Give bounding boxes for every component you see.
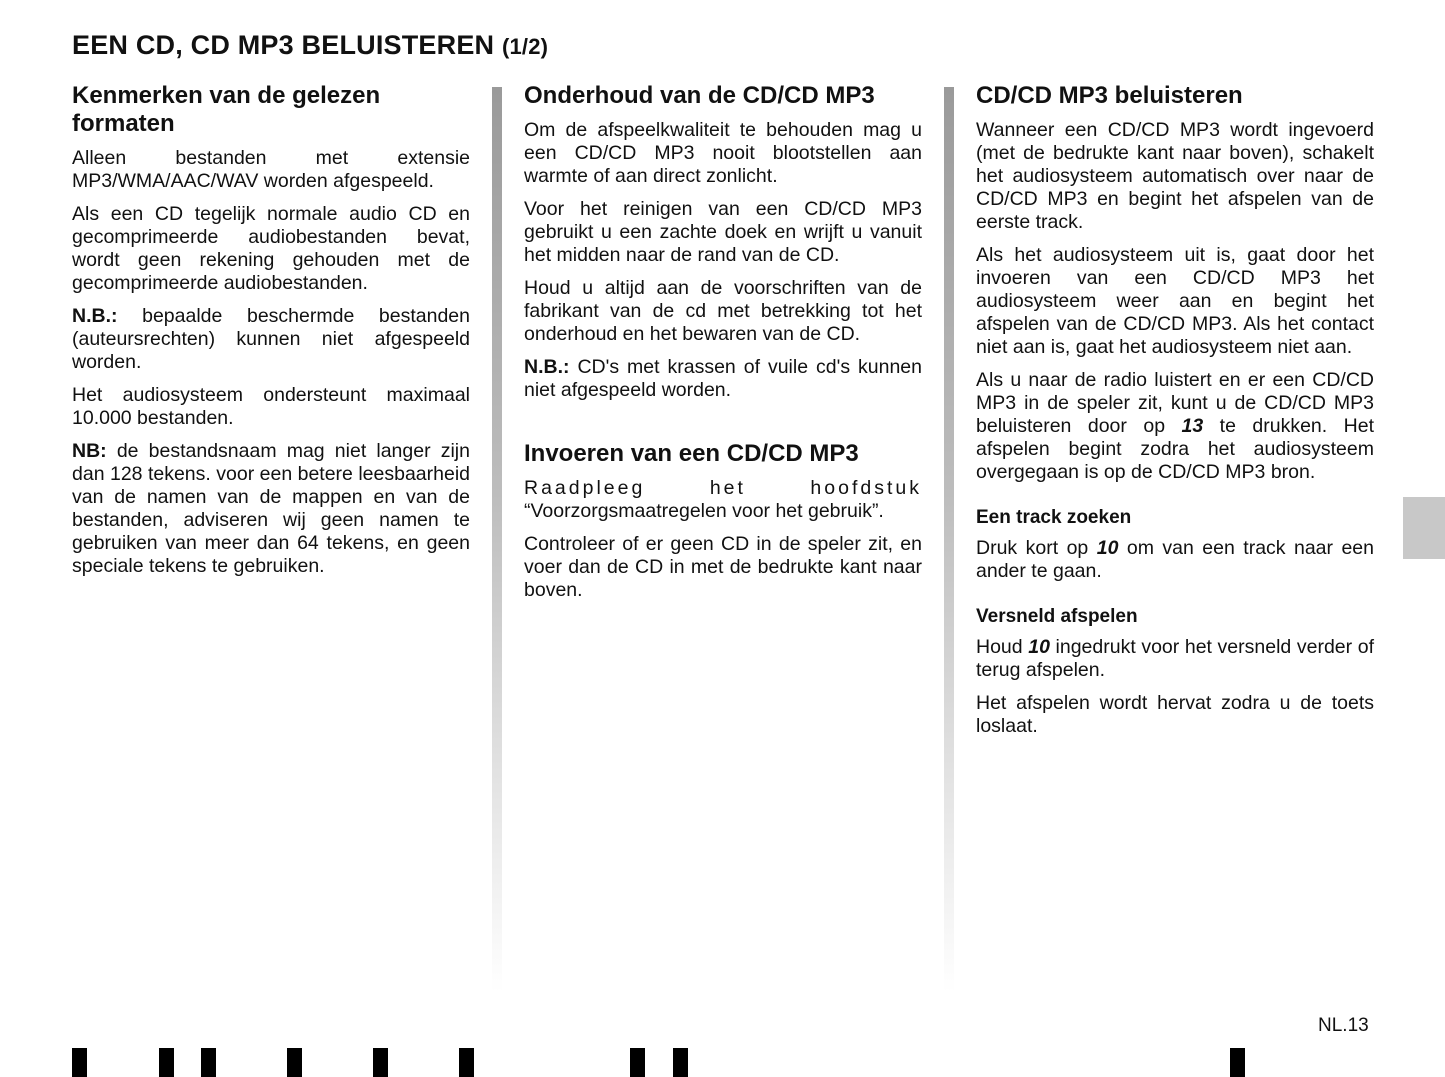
key-reference-10: 10: [1096, 537, 1119, 559]
formats-paragraph-1: Alleen bestanden met extensie MP3/WMA/AAC/WAV worden afgespeeld.: [72, 147, 470, 192]
subheading-search-track: Een track zoeken: [976, 507, 1132, 528]
print-mark: [287, 1048, 302, 1077]
column-maintenance: [524, 82, 922, 612]
formats-note-protected: [72, 305, 470, 374]
formats-paragraph-2: Als een CD tegelijk normale audio CD en gecomprimeerde audiobestanden bevat, wordt geen rekening gehouden met de gecomprimeerde audiobestanden.: [72, 203, 470, 294]
page-title: [72, 30, 548, 61]
text-segment: Houd: [976, 636, 1029, 658]
heading-insert: Invoeren van een CD/CD MP3: [524, 440, 859, 467]
insert-paragraph-2: Controleer of er geen CD in de speler zit, en voer dan de CD in met de bedrukte kant naar boven.: [524, 533, 922, 601]
print-mark: [159, 1048, 174, 1077]
maintenance-paragraph-3: Houd u altijd aan de voorschriften van de fabrikant van de cd met betrekking tot het onderhoud en het bewaren van de CD.: [524, 277, 922, 345]
print-mark: [673, 1048, 688, 1077]
maintenance-paragraph-2: Voor het reinigen van een CD/CD MP3 gebruikt u een zachte doek en wrijft u vanuit het midden naar de rand van de CD.: [524, 198, 922, 266]
search-track-paragraph: [976, 537, 1374, 583]
insert-line-2: “Voorzorgsmaatregelen voor het gebruik”.: [524, 500, 884, 522]
note-label: NB:: [72, 440, 107, 462]
title-part: (1/2): [501, 34, 549, 59]
key-reference-13: 13: [1181, 415, 1204, 437]
chapter-tab: [1403, 497, 1445, 559]
note-text: bepaalde beschermde bestanden (auteursrechten) kunnen niet afgespeeld worden.: [72, 305, 470, 373]
print-mark: [72, 1048, 87, 1077]
insert-line-1: Raadpleeg het hoofdstuk: [524, 477, 922, 499]
maintenance-paragraph-1: Om de afspeelkwaliteit te behouden mag u een CD/CD MP3 nooit blootstellen aan warmte of aan direct zonlicht.: [524, 119, 922, 187]
text-segment: om van een track naar een ander te gaan.: [976, 537, 1374, 582]
formats-note-filename: [72, 440, 470, 578]
column-divider-right: [944, 87, 954, 992]
heading-maintenance: Onderhoud van de CD/CD MP3: [524, 82, 875, 109]
listening-paragraph-1: Wanneer een CD/CD MP3 wordt ingevoerd (met de bedrukte kant naar boven), schakelt het audiosysteem automatisch over naar de CD/CD MP3 en begint het afspelen van de eerste track.: [976, 119, 1374, 233]
formats-paragraph-4: Het audiosysteem ondersteunt maximaal 10.000 bestanden.: [72, 384, 470, 429]
note-label: N.B.:: [524, 356, 570, 378]
print-mark: [1230, 1048, 1245, 1077]
insert-paragraph-1: [524, 477, 922, 523]
listening-paragraph-3: [976, 369, 1374, 484]
key-reference-10: 10: [1028, 636, 1050, 658]
print-mark: [630, 1048, 645, 1077]
heading-listening: CD/CD MP3 beluisteren: [976, 82, 1243, 109]
column-listening: [976, 82, 1374, 748]
print-mark: [373, 1048, 388, 1077]
heading-formats: Kenmerken van de gelezen formaten: [72, 82, 381, 137]
print-mark: [459, 1048, 474, 1077]
maintenance-note: [524, 356, 922, 402]
page-number: NL.13: [1318, 1015, 1369, 1036]
text-segment: Als u naar de radio luistert en er een CD/CD MP3 in de speler zit, kunt u de CD/CD MP3 beluisteren door op: [976, 369, 1374, 437]
note-label: N.B.:: [72, 305, 118, 327]
text-segment: Druk kort op: [976, 537, 1097, 559]
note-text: de bestandsnaam mag niet langer zijn dan 128 tekens. voor een betere leesbaarheid van de namen van de mappen en van de bestanden, adviseren wij geen namen te gebruiken van meer dan 64 tekens, en geen speciale tekens te gebruiken.: [72, 440, 470, 577]
column-divider-left: [492, 87, 502, 992]
print-mark: [201, 1048, 216, 1077]
subheading-fast-play: Versneld afspelen: [976, 606, 1138, 627]
fast-play-paragraph-2: Het afspelen wordt hervat zodra u de toets loslaat.: [976, 692, 1374, 737]
note-text: CD's met krassen of vuile cd's kunnen niet afgespeeld worden.: [524, 356, 922, 401]
fast-play-paragraph-1: [976, 636, 1374, 682]
listening-paragraph-2: Als het audiosysteem uit is, gaat door het invoeren van een CD/CD MP3 het audiosysteem weer aan en begint het afspelen van de CD/CD MP3. Als het contact niet aan is, gaat het audiosysteem niet aan.: [976, 244, 1374, 358]
title-main: EEN CD, CD MP3 BELUISTEREN: [72, 30, 495, 60]
text-segment: ingedrukt voor het versneld verder of terug afspelen.: [976, 636, 1374, 681]
text-segment: te drukken. Het afspelen begint zodra het audiosysteem overgegaan is op de CD/CD MP3 bron.: [976, 415, 1375, 483]
column-formats: [72, 82, 470, 588]
